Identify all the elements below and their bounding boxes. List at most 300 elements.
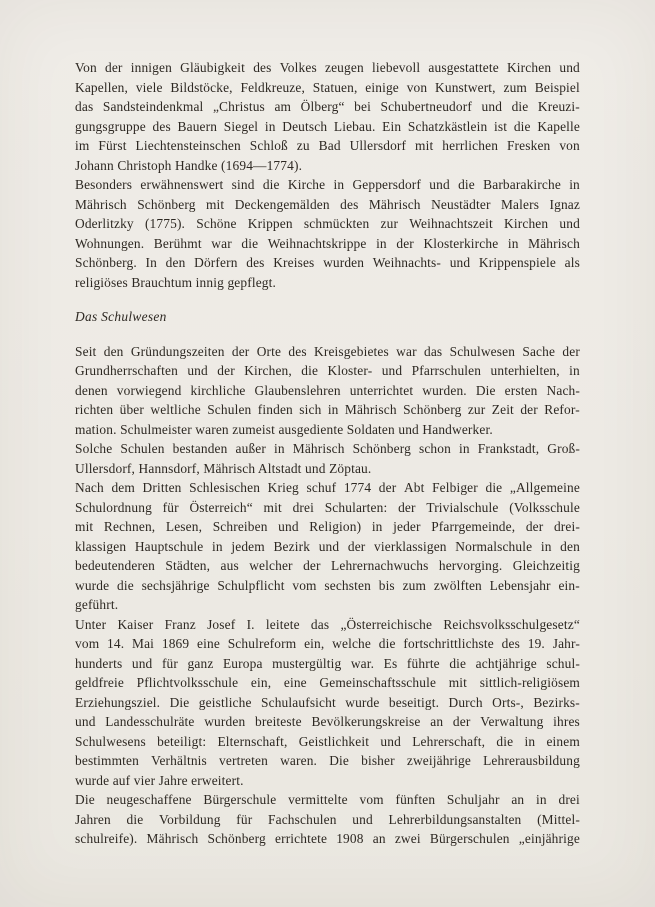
text-line (75, 615, 580, 635)
word: schuf (306, 480, 337, 495)
word: Schulwesens (75, 733, 146, 749)
word: Orts-, (492, 694, 524, 710)
word: an (372, 831, 386, 846)
word: Oderlitzky (75, 216, 134, 231)
word: schulreife). (75, 831, 138, 846)
word: Schatzkästlein (407, 118, 488, 134)
text-line (75, 751, 580, 771)
word: Trivialschule (426, 499, 499, 515)
word: jeder (393, 519, 421, 534)
word: mustergültig (272, 655, 342, 671)
word: (Mittel- (537, 811, 580, 827)
word: Jahren (75, 811, 111, 827)
word: der (525, 519, 544, 534)
word: geistliche (198, 694, 252, 710)
word: die (262, 177, 280, 192)
word: Schulpflicht (217, 577, 285, 593)
word: und (318, 538, 340, 554)
text-block (75, 58, 580, 849)
word: Schreiben (212, 519, 268, 534)
word: Besonders (75, 177, 133, 192)
word: klassigen (75, 538, 127, 554)
word: mit (263, 499, 282, 515)
word: in (458, 441, 470, 456)
word: im (75, 138, 90, 153)
word: Die (329, 753, 349, 768)
word: errichtete (275, 831, 328, 846)
text-line (75, 400, 580, 420)
word: Landesschulräte (105, 714, 195, 729)
word: Gläubigkeit (180, 60, 246, 75)
word: des (501, 636, 520, 651)
word: Es (383, 655, 398, 671)
word: Erziehungsziel. (75, 694, 161, 710)
word: denen (75, 382, 108, 398)
word: Mährisch (292, 441, 345, 456)
word: 1908 (336, 831, 364, 846)
word: Weihnachts- (372, 255, 442, 270)
word: Normalschule (455, 538, 533, 554)
word: Barbarakirche (483, 177, 561, 192)
word: Lehrerschaft, (412, 733, 486, 749)
word: Grundherrschaften (75, 363, 178, 378)
word: Liebau. (333, 118, 376, 134)
word: Kreuzi- (537, 99, 580, 114)
word: sich (299, 402, 322, 417)
word: ein- (558, 577, 580, 593)
word: Weihnachtskrippe (267, 235, 367, 251)
word: Kreises (273, 255, 315, 270)
word: vierklassigen (374, 538, 447, 554)
word: der (398, 499, 416, 515)
word: in (327, 402, 339, 417)
word: Gründungszeiten (130, 343, 225, 359)
word: weltliche (150, 402, 201, 417)
word: ein, (250, 675, 272, 690)
word: 1869 (161, 636, 190, 651)
word: Krieg (267, 480, 299, 495)
word: ausgestattete (428, 60, 499, 75)
word: die (511, 99, 529, 114)
word: Lehrerbildungsanstalten (388, 811, 522, 827)
word: und (559, 60, 580, 75)
word: das (75, 99, 94, 114)
word: jedem (231, 538, 265, 554)
word: schmückten (303, 216, 370, 231)
word: Kirchen, (244, 363, 292, 378)
word: Volkes (279, 60, 317, 75)
word: Gleichzeitig (512, 558, 580, 573)
word: bedeutenderen (75, 558, 156, 573)
word: „einjährige (518, 831, 580, 846)
text-line (75, 556, 580, 576)
word: Kirche (287, 177, 326, 192)
word: Josef (207, 616, 236, 632)
word: des (246, 255, 265, 270)
word: und (75, 714, 96, 729)
word: (Volksschule (509, 499, 580, 515)
word: den (165, 255, 186, 270)
word: der (452, 714, 471, 729)
word: die (513, 118, 531, 134)
word: beseitigt. (388, 694, 440, 710)
word: Schönberg. (75, 255, 137, 270)
word: des (288, 343, 307, 359)
word: Schulreform (227, 636, 297, 651)
text-line (75, 361, 580, 381)
word: vertreten (219, 753, 268, 768)
word: des (253, 60, 272, 75)
word: Pflichtvolksschule (136, 675, 239, 690)
word: viele (135, 79, 163, 95)
word: Schlesischen (189, 480, 261, 495)
word: Gemeinschaftsschule (319, 675, 437, 690)
text-line (75, 498, 580, 518)
text-line (75, 381, 580, 401)
word: als (564, 255, 580, 270)
word: sittlich-religiösem (479, 675, 580, 690)
paragraph (75, 790, 580, 849)
word: Mährisch (344, 402, 397, 417)
word: und (381, 363, 403, 378)
word: die (116, 577, 134, 593)
text-line (75, 214, 580, 234)
word: Verhältnis (151, 753, 207, 768)
word: und (380, 733, 401, 749)
word: Felbiger (432, 480, 478, 495)
word: Sache (522, 343, 556, 359)
word: an (430, 714, 444, 729)
word: der (378, 480, 397, 495)
word: wurden (323, 255, 365, 270)
text-line (75, 175, 580, 195)
word: sechsten (324, 577, 371, 593)
word: der (303, 558, 321, 573)
word: Solche (75, 441, 113, 456)
paragraph (75, 478, 580, 615)
word: in (274, 441, 285, 456)
word: Ullersdorf (349, 138, 407, 153)
word: Lebensjahr (489, 577, 551, 593)
word: 19. (527, 636, 545, 651)
word: Franz (164, 616, 196, 632)
word: mit (448, 675, 468, 690)
word: bestanden (172, 441, 228, 456)
word: war (396, 343, 417, 359)
word: zur (467, 402, 486, 417)
word: Ölberg“ (300, 99, 345, 114)
paragraph (75, 58, 580, 175)
word: das (423, 343, 443, 359)
word: für (161, 655, 179, 671)
word: Kunstwert, (435, 79, 496, 95)
text-line (75, 439, 580, 459)
word: und (131, 655, 153, 671)
word: bei (354, 99, 371, 114)
text-line (75, 537, 580, 557)
word: Vorbildung (159, 811, 221, 827)
word: drei (292, 499, 314, 515)
word: Nach- (546, 382, 580, 398)
word: bis (378, 577, 395, 593)
word: vom (359, 792, 384, 807)
word: Rechnen, (103, 519, 156, 534)
word: zweijährige (406, 753, 471, 768)
word: in (569, 177, 580, 192)
word: Dörfern (194, 255, 238, 270)
word: Bürgerschulen (429, 831, 510, 846)
word: Bevölkerungskreise (311, 714, 421, 729)
word: Mährisch (368, 196, 421, 212)
word: war (211, 235, 232, 251)
word: der (231, 343, 250, 359)
word: In (145, 255, 158, 270)
word: in (536, 792, 547, 807)
word: zu (296, 138, 310, 153)
word: Lehrerausbildung (483, 753, 580, 768)
text-line (75, 790, 580, 810)
word: den (103, 343, 124, 359)
word: Krippenspiele (478, 255, 556, 270)
word: Schulen (207, 402, 252, 417)
word: schul- (546, 655, 580, 671)
word: Ein (382, 118, 402, 134)
word: von (406, 79, 428, 95)
word: Dritten (142, 480, 182, 495)
word: außer (235, 441, 267, 456)
word: mit (75, 519, 94, 534)
word: Liechtensteinschen (135, 138, 241, 153)
word: Europa (222, 655, 263, 671)
word: die (301, 363, 319, 378)
word: Schuljahr (446, 792, 500, 807)
word: Refor- (544, 402, 580, 417)
word: wurden (204, 714, 246, 729)
word: fortschrittlichste (403, 636, 494, 651)
word: Schönberg (137, 196, 196, 212)
word: Berühmt (153, 235, 202, 251)
word: Schulordnung (75, 499, 152, 515)
word: „Christus (212, 99, 265, 114)
word: vermittelte (288, 792, 348, 807)
word: Jahr- (552, 636, 580, 651)
word: sind (231, 177, 255, 192)
word: und (187, 363, 208, 378)
word: in (371, 519, 383, 534)
word: zwölften (433, 577, 482, 593)
word: Schulen (120, 441, 165, 456)
word: Lesen, (165, 519, 203, 534)
word: Deutsch (282, 118, 328, 134)
word: Bad (318, 138, 341, 153)
word: und (429, 177, 450, 192)
text-line (75, 97, 580, 117)
word: Kloster- (327, 363, 373, 378)
word: Schularten: (324, 499, 388, 515)
paragraph (75, 615, 580, 791)
word: wurde (345, 694, 380, 710)
text-line (75, 78, 580, 98)
word: I. (246, 616, 255, 632)
word: Groß- (547, 441, 580, 456)
word: kirchliche (190, 382, 246, 398)
word: wurde (75, 577, 110, 593)
word: drei (558, 792, 580, 807)
word: Fürst (98, 138, 127, 153)
word: Schöne (196, 216, 237, 231)
text-line (75, 810, 580, 830)
word: Kapellen, (75, 79, 129, 95)
word: Statuen, (312, 79, 358, 95)
word: waren. (280, 753, 318, 768)
word: Die (169, 694, 190, 710)
word: Kirchen (506, 60, 552, 75)
text-line (75, 117, 580, 137)
word: leitete (265, 616, 300, 632)
word: Schulaufsicht (261, 694, 336, 710)
word: von (559, 138, 580, 153)
text-line (75, 712, 580, 732)
text-line: religiöses Brauchtum innig gepflegt. (75, 274, 277, 290)
word: in (333, 177, 345, 192)
word: ein, (304, 636, 325, 651)
word: Schubertneudorf (380, 99, 472, 114)
word: aus (220, 558, 239, 573)
word: die (458, 177, 475, 192)
word: Feldkreuze, (240, 79, 305, 95)
word: Durch (448, 694, 483, 710)
word: finden (257, 402, 293, 417)
word: am (274, 99, 292, 114)
word: in (540, 538, 552, 554)
word: mit (415, 138, 434, 153)
text-line (75, 576, 580, 596)
word: Krippen (247, 216, 293, 231)
word: und (352, 811, 373, 827)
word: zum (402, 577, 427, 593)
paragraph (75, 175, 580, 292)
word: wurden. (422, 382, 467, 398)
word: dem (111, 480, 135, 495)
text-line (75, 517, 580, 537)
word: welcher (249, 558, 293, 573)
word: und (481, 99, 503, 114)
word: in (212, 538, 223, 554)
word: der (562, 343, 580, 359)
word: in (376, 235, 387, 251)
word: Schloß (249, 138, 288, 153)
text-line (75, 829, 580, 849)
word: die (378, 636, 396, 651)
word: Abt (403, 480, 425, 495)
word: sechsjährige (141, 577, 210, 593)
word: Sandsteindenkmal (102, 99, 204, 114)
word: Geppersdorf (352, 177, 422, 192)
word: Schönberg (403, 402, 462, 417)
word: zur (380, 216, 399, 231)
text-line (75, 253, 580, 273)
word: Fresken (506, 138, 551, 153)
word: Österreich“ (189, 499, 253, 515)
text-line (75, 136, 580, 156)
word: Die (75, 792, 95, 807)
word: Bezirks- (533, 694, 580, 710)
word: die (241, 235, 259, 251)
section-heading: Das Schulwesen (75, 309, 167, 324)
word: Kreisgebietes (314, 343, 389, 359)
word: einige (365, 79, 399, 95)
text-line (75, 342, 580, 362)
word: vorwiegend (116, 382, 182, 398)
word: Lehrernachwuchs (331, 558, 429, 573)
word: Wohnungen. (75, 235, 145, 251)
word: 1774 (343, 480, 372, 495)
word: Kaiser (117, 616, 154, 632)
word: welche (332, 636, 371, 651)
word: Zeit (491, 402, 514, 417)
word: Elternschaft, (217, 733, 288, 749)
word: Bezirk (273, 538, 311, 554)
text-line (75, 732, 580, 752)
text-line (75, 234, 580, 254)
word: Bildstöcke, (170, 79, 233, 95)
word: beteiligt: (157, 733, 207, 749)
word: Pfarrgemeinde, (431, 519, 516, 534)
word: Ignaz (549, 196, 580, 212)
word: für (162, 499, 179, 515)
word: zwei (394, 831, 421, 846)
text-line: Ullersdorf, Hannsdorf, Mährisch Altstadt und Zöptau. (75, 460, 372, 476)
word: Weihnachtszeit (409, 216, 493, 231)
word: und (559, 216, 580, 231)
word: Glaubenslehren (254, 382, 341, 398)
word: Schönberg (207, 831, 266, 846)
text-line: geführt. (75, 597, 119, 612)
word: Mai (132, 636, 155, 651)
word: Mährisch (75, 196, 127, 212)
text-line (75, 195, 580, 215)
word: des (340, 196, 359, 212)
word: schon (418, 441, 451, 456)
word: zum (503, 79, 527, 95)
word: ersten (504, 382, 538, 398)
word: Nach (75, 480, 104, 495)
word: der (396, 235, 414, 251)
word: Orte (256, 343, 282, 359)
word: war. (350, 655, 375, 671)
word: eine (197, 636, 220, 651)
word: Beispiel (534, 79, 580, 95)
word: zeugen (325, 60, 364, 75)
word: Pfarrschulen (411, 363, 482, 378)
word: unterrichtet (349, 382, 414, 398)
word: herrlichen (442, 138, 499, 153)
word: der (217, 363, 235, 378)
word: achtjährige (475, 655, 537, 671)
word: ihres (553, 714, 580, 729)
word: an (511, 792, 525, 807)
word: einem (546, 733, 580, 749)
word: liebevoll (372, 60, 421, 75)
word: neugeschaffene (106, 792, 192, 807)
word: Von (75, 60, 97, 75)
word: erwähnenswert (140, 177, 224, 192)
word: (1775). (144, 216, 186, 231)
word: der (520, 402, 538, 417)
word: Hauptschule (134, 538, 204, 554)
word: innigen (130, 60, 172, 75)
word: Bürgerschule (203, 792, 277, 807)
